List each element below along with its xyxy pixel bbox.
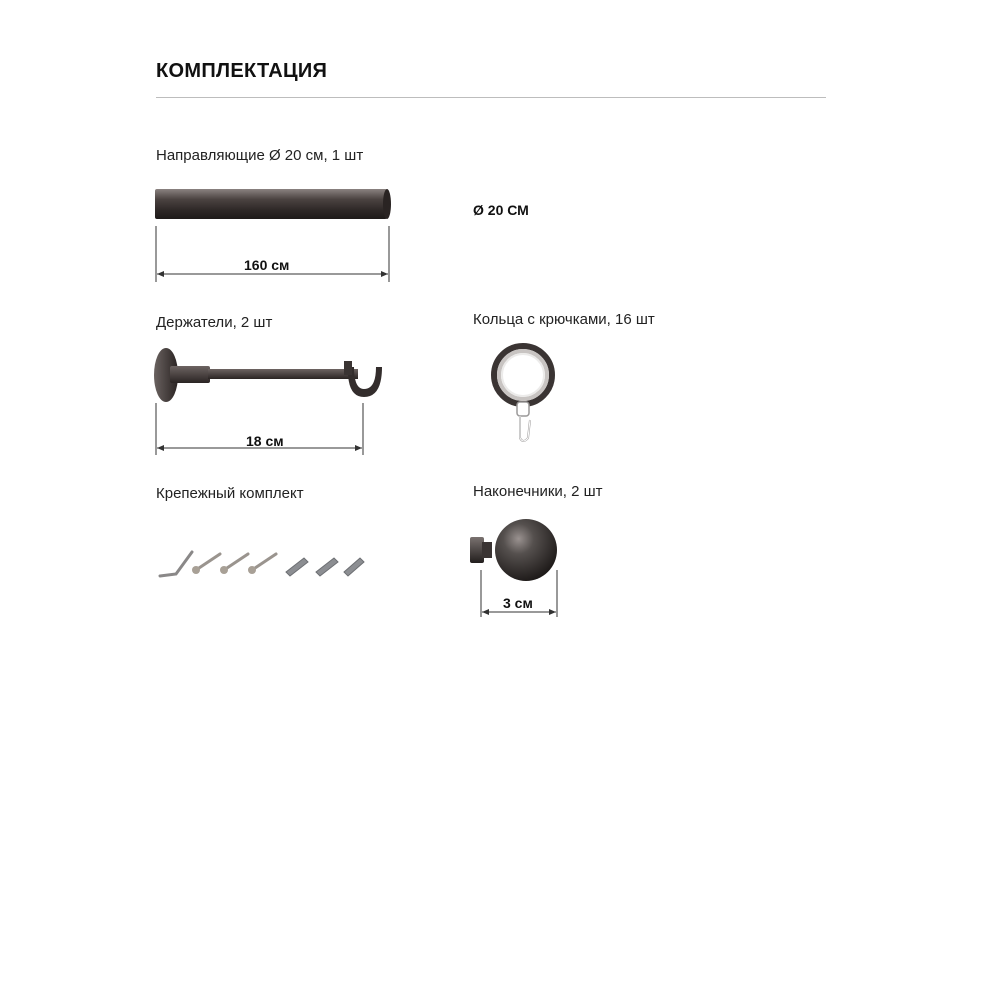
holder-length: 18 см [246,433,284,449]
rail-label: Направляющие Ø 20 см, 1 шт [156,147,364,164]
fastener-kit-image [154,540,364,585]
fasteners-label: Крепежный комплект [156,485,304,502]
finial-size: 3 см [503,595,533,611]
allen-key-icon [160,552,192,576]
finials-label: Наконечники, 2 шт [473,483,603,500]
wall-plug-icon [286,558,364,576]
ring-image [490,340,560,450]
title-divider [156,97,826,98]
rings-label: Кольца с крючками, 16 шт [473,311,655,328]
holders-label: Держатели, 2 шт [156,314,273,331]
rail-length: 160 см [244,257,290,273]
screw-icon [196,554,276,570]
rail-diameter: Ø 20 СМ [473,202,529,218]
page-title: КОМПЛЕКТАЦИЯ [156,60,328,82]
